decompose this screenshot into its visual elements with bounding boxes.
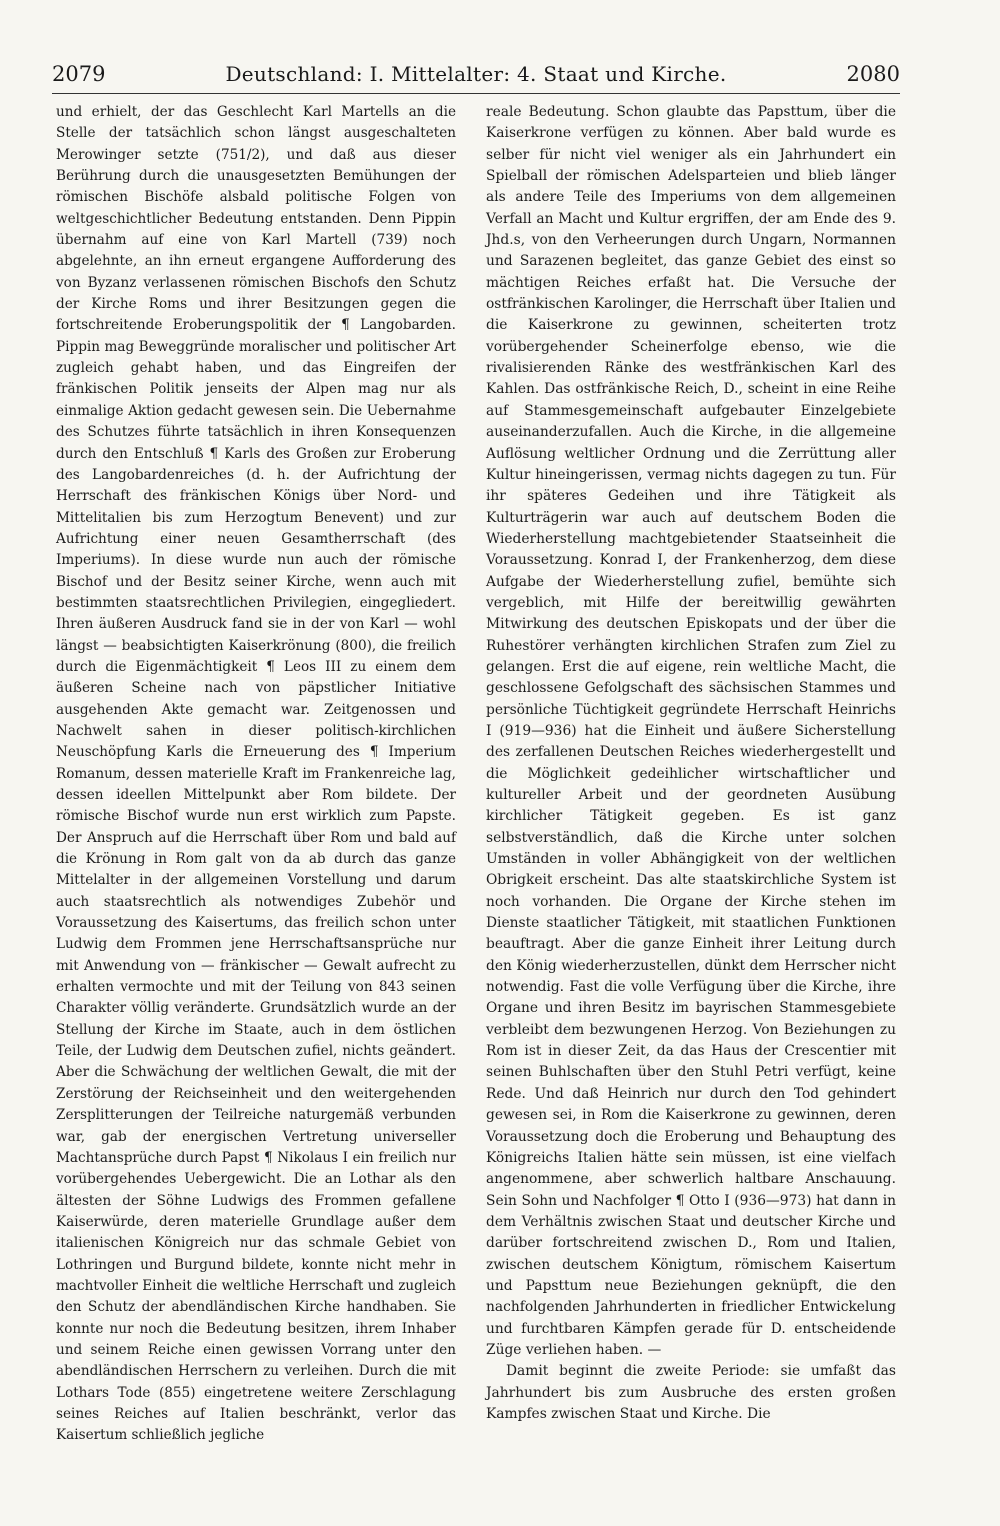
header-rule bbox=[52, 93, 900, 94]
paragraph: reale Bedeutung. Schon glaubte das Papsttum, über die Kaiserkrone verfügen zu können. Aber bald wurde es selber für nicht viel weniger als ein Jahrhundert ein Spielball der römischen Adelsparteien und blieb länger als andere Teile des Imperiums von dem allgemeinen Verfall an Macht und Kultur ergriffen, der am Ende des 9. Jhd.s, von den Verheerungen durch Ungarn, Normannen und Sarazenen begleitet, das ganze Gebiet des einst so mächtigen Reiches erfaßt hat. Die Versuche der ostfränkischen Karolinger, die Herrschaft über Italien und die Kaiserkrone zu gewinnen, scheiterten trotz vorübergehender Scheinerfolge ebenso, wie die rivalisierenden Ränke des westfränkischen Karl des Kahlen. Das ostfränkische Reich, D., scheint in eine Reihe auf Stammesgemeinschaft aufgebauter Einzelgebiete auseinanderzufallen. Auch die Kirche, in die allgemeine Auflösung weltlicher Ordnung und die Zerrüttung aller Kultur hineingerissen, vermag nichts dagegen zu tun. Für ihr späteres Gedeihen und ihre Tätigkeit als Kulturträgerin war auch auf deutschem Boden die Wiederherstellung machtgebietender Staatseinheit die Voraussetzung. Konrad I, der Frankenherzog, dem diese Aufgabe der Wiederherstellung zufiel, bemühte sich vergeblich, mit Hilfe der bereitwillig gewährten Mitwirkung des deutschen Episkopats und der über die Ruhestörer verhängten kirchlichen Strafen zum Ziel zu gelangen. Erst die auf eigene, rein weltliche Macht, die geschlossene Gefolgschaft des sächsischen Stammes und persönliche Tüchtigkeit gegründete Herrschaft Heinrichs I (919—936) hat die Einheit und äußere Sicherstellung des zerfallenen Deutschen Reiches wiederhergestellt und die Möglichkeit gedeihlicher wirtschaftlicher und kultureller Arbeit und der geordneten Ausübung kirchlicher Tätigkeit gegeben. Es ist ganz selbstverständlich, daß die Kirche unter solchen Umständen in voller Abhängigkeit von der weltlichen Obrigkeit erscheint. Das alte staatskirchliche System ist noch vorhanden. Die Organe der Kirche stehen im Dienste staatlicher Tätigkeit, mit staatlichen Funktionen beauftragt. Aber die ganze Einheit ihrer Leitung durch den König wiederherzustellen, dünkt dem Herrscher nicht notwendig. Fast die volle Verfügung über die Kirche, ihre Organe und ihren Besitz im bayrischen Stammesgebiete verbleibt dem bezwungenen Herzog. Von Beziehungen zu Rom ist in dieser Zeit, da das Haus der Crescentier mit seinen Buhlschaften über den Stuhl Petri verfügt, keine Rede. Und daß Heinrich nur durch den Tod gehindert gewesen sei, in Rom die Kaiserkrone zu gewinnen, deren Voraussetzung doch die Eroberung und Behauptung des Königreichs Italien hätte sein müssen, ist eine vielfach angenommene, aber schwerlich haltbare Anschauung. Sein Sohn und Nachfolger ¶ Otto I (936—973) hat dann in dem Verhältnis zwischen Staat und deutscher Kirche und darüber fortschreitend zwischen D., Rom und Italien, zwischen deutschem Königtum, römischem Kaisertum und Papsttum neue Beziehungen geknüpft, die den nachfolgenden Jahrhunderten in friedlicher Entwickelung und furchtbaren Kämpfen gerade für D. entscheidende Züge verliehen haben. — bbox=[486, 104, 896, 1358]
text-column-left bbox=[56, 102, 456, 1447]
paragraph: Damit beginnt die zweite Periode: sie umfaßt das Jahrhundert bis zum Ausbruche des ersten großen Kampfes zwischen Staat und Kirche. Die bbox=[486, 1363, 896, 1422]
running-header bbox=[52, 62, 900, 96]
page-number-left: 2079 bbox=[52, 62, 106, 86]
running-title: Deutschland: I. Mittelalter: 4. Staat und Kirche. bbox=[225, 62, 727, 86]
text-column-right bbox=[486, 102, 896, 1425]
page-number-right: 2080 bbox=[846, 62, 900, 86]
paragraph: und erhielt, der das Geschlecht Karl Martells an die Stelle der tatsächlich schon längst ausgeschalteten Merowinger setzte (751/2), und daß aus dieser Berührung durch die unausgesetzten Bemühungen der römischen Bischöfe alsbald politische Folgen von weltgeschichtlicher Bedeutung entstanden. Denn Pippin übernahm auf eine von Karl Martell (739) noch abgelehnte, an ihn erneut ergangene Aufforderung des von Byzanz verlassenen römischen Bischofs den Schutz der Kirche Roms und ihrer Besitzungen gegen die fortschreitende Eroberungspolitik der ¶ Langobarden. Pippin mag Beweggründe moralischer und politischer Art zugleich gehabt haben, und das Eingreifen der fränkischen Politik jenseits der Alpen mag nur als einmalige Aktion gedacht gewesen sein. Die Uebernahme des Schutzes führte tatsächlich in ihren Konsequenzen durch den Entschluß ¶ Karls des Großen zur Eroberung des Langobardenreiches (d. h. der Aufrichtung der Herrschaft des fränkischen Königs über Nord- und Mittelitalien bis zum Herzogtum Benevent) und zur Aufrichtung einer neuen Gesamtherrschaft (des Imperiums). In diese wurde nun auch der römische Bischof und der Besitz seiner Kirche, wenn auch mit bestimmten staatsrechtlichen Privilegien, eingegliedert. Ihren äußeren Ausdruck fand sie in der von Karl — wohl längst — beabsichtigten Kaiserkrönung (800), die freilich durch die Eigenmächtigkeit ¶ Leos III zu einem dem äußeren Scheine nach von päpstlicher Initiative ausgehenden Akte gemacht war. Zeitgenossen und Nachwelt sahen in dieser politisch-kirchlichen Neuschöpfung Karls die Erneuerung des ¶ Imperium Romanum, dessen materielle Kraft im Frankenreiche lag, dessen ideellen Mittelpunkt aber Rom bildete. Der römische Bischof wurde nun erst wirklich zum Papste. Der Anspruch auf die Herrschaft über Rom und bald auf die Krönung in Rom galt von da ab durch das ganze Mittelalter in der allgemeinen Vorstellung und darum auch staatsrechtlich als notwendiges Zubehör und Voraussetzung des Kaisertums, das freilich schon unter Ludwig dem Frommen jene Herrschaftsansprüche nur mit Anwendung von — fränkischer — Gewalt aufrecht zu erhalten vermochte und mit der Teilung von 843 seinen Charakter völlig veränderte. Grundsätzlich wurde an der Stellung der Kirche im Staate, auch in dem östlichen Teile, der Ludwig dem Deutschen zufiel, nichts geändert. Aber die Schwächung der weltlichen Gewalt, die mit der Zerstörung der Reichseinheit und den weitergehenden Zersplitterungen der Teilreiche naturgemäß verbunden war, gab der energischen Vertretung universeller Machtansprüche durch Papst ¶ Nikolaus I ein freilich nur vorübergehendes Uebergewicht. Die an Lothar als den ältesten der Söhne Ludwigs des Frommen gefallene Kaiserwürde, deren materielle Grundlage außer dem italienischen Königreich nur das schmale Gebiet von Lothringen und Burgund bildete, konnte nicht mehr in machtvoller Einheit die weltliche Herrschaft und zugleich den Schutz der abendländischen Kirche handhaben. Sie konnte nur noch die Bedeutung besitzen, ihrem Inhaber und seinem Reiche einen gewissen Vorrang unter den abendländischen Herrschern zu verleihen. Durch die mit Lothars Tode (855) eingetretene weitere Zerschlagung seines Reiches auf Italien beschränkt, verlor das Kaisertum schließlich jegliche bbox=[56, 104, 456, 1444]
